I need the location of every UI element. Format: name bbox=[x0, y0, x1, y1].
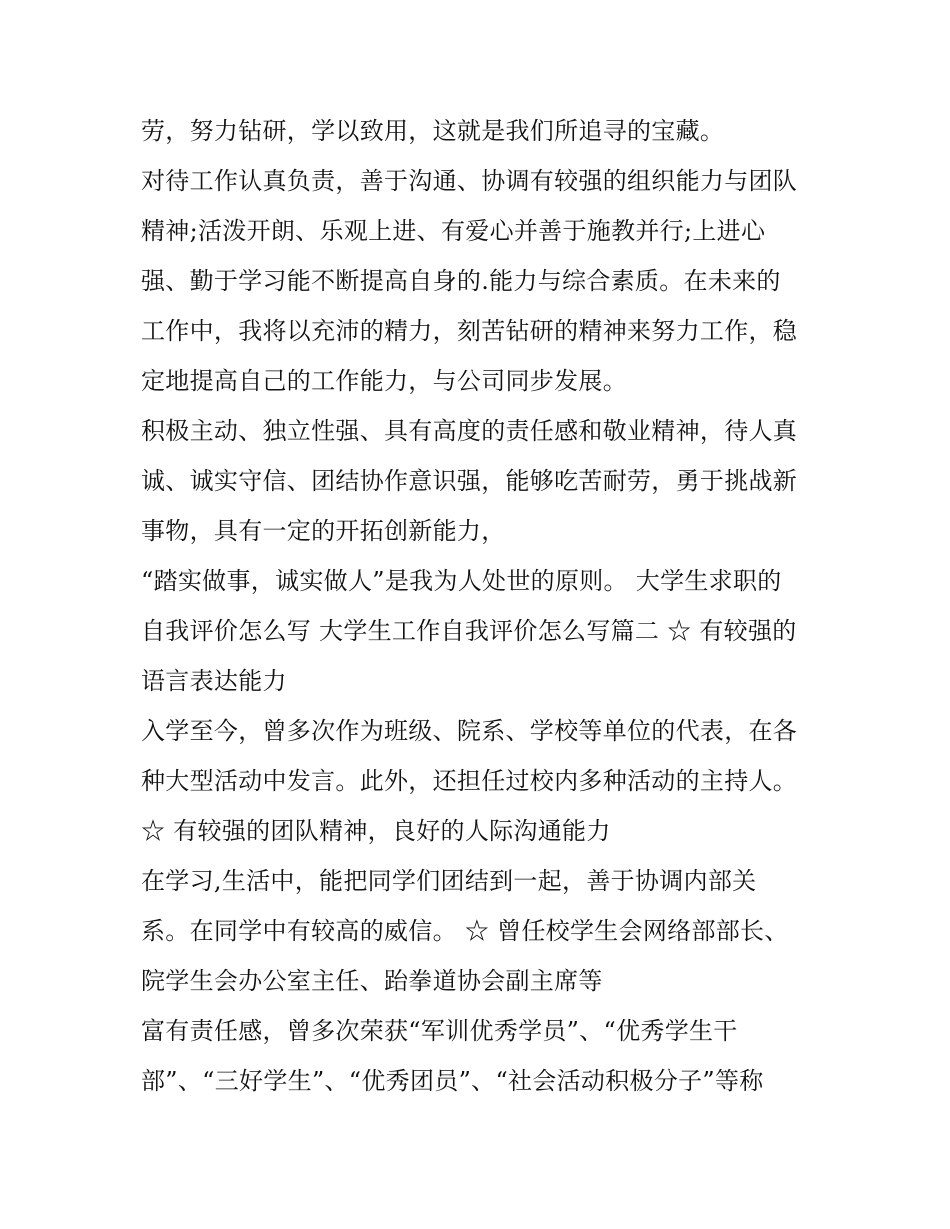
text-line: 事物，具有一定的开拓创新能力， bbox=[141, 517, 506, 545]
text-line: 定地提高自己的工作能力，与公司同步发展。 bbox=[141, 367, 627, 395]
text-line: 院学生会办公室主任、跆拳道协会副主席等 bbox=[141, 967, 603, 995]
text-line: 系。在同学中有较高的威信。 ☆ 曾任校学生会网络部部长、 bbox=[141, 917, 789, 945]
text-line: 精神;活泼开朗、乐观上进、有爱心并善于施教并行;上进心 bbox=[141, 217, 766, 245]
text-line: 劳，努力钻研，学以致用，这就是我们所追寻的宝藏。 bbox=[141, 117, 725, 145]
text-line: 积极主动、独立性强、具有高度的责任感和敬业精神，待人真 bbox=[141, 417, 798, 445]
text-line: 富有责任感，曾多次荣获“军训优秀学员”、“优秀学生干 bbox=[141, 1017, 738, 1045]
text-line: 强、勤于学习能不断提高自身的.能力与综合素质。在未来的 bbox=[141, 267, 781, 295]
text-line: 语言表达能力 bbox=[141, 667, 287, 695]
text-line: “踏实做事，诚实做人”是我为人处世的原则。 大学生求职的 bbox=[141, 567, 782, 595]
text-line: 对待工作认真负责，善于沟通、协调有较强的组织能力与团队 bbox=[141, 167, 798, 195]
text-line: ☆ 有较强的团队精神，良好的人际沟通能力 bbox=[141, 817, 611, 845]
text-line: 诚、诚实守信、团结协作意识强，能够吃苦耐劳，勇于挑战新 bbox=[141, 467, 798, 495]
text-line: 在学习,生活中，能把同学们团结到一起，善于协调内部关 bbox=[141, 867, 757, 895]
text-line: 自我评价怎么写 大学生工作自我评价怎么写篇二 ☆ 有较强的 bbox=[141, 617, 797, 645]
text-line: 入学至今，曾多次作为班级、院系、学校等单位的代表，在各 bbox=[141, 717, 798, 745]
document-body-text bbox=[141, 106, 821, 1106]
text-line: 种大型活动中发言。此外，还担任过校内多种活动的主持人。 bbox=[141, 767, 798, 795]
text-line: 部”、“三好学生”、“优秀团员”、“社会活动积极分子”等称 bbox=[141, 1067, 764, 1095]
text-line: 工作中，我将以充沛的精力，刻苦钻研的精神来努力工作，稳 bbox=[141, 317, 798, 345]
